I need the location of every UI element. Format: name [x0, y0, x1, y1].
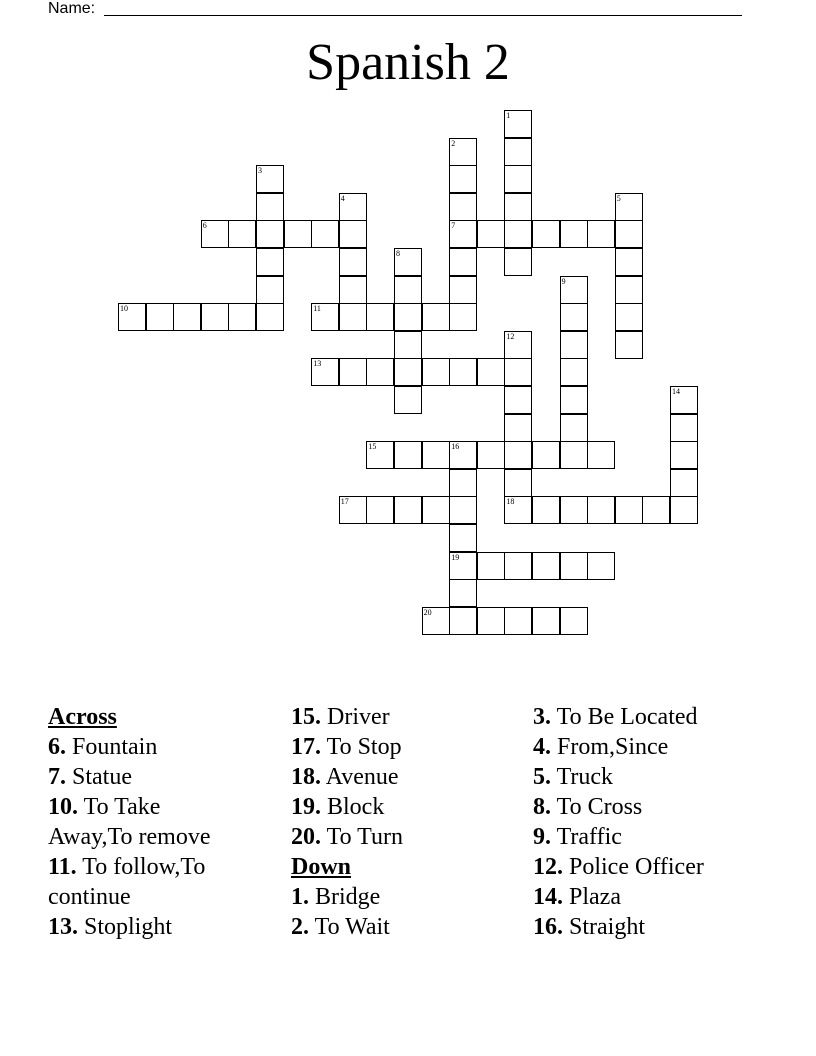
clue-across-10: 10. To Take Away,To remove: [48, 794, 211, 850]
grid-cell[interactable]: [146, 303, 174, 331]
grid-cell[interactable]: [477, 552, 505, 580]
grid-cell[interactable]: [449, 248, 477, 276]
clue-number: 7: [451, 221, 456, 231]
grid-cell[interactable]: [449, 579, 477, 607]
grid-cell[interactable]: [504, 193, 532, 221]
grid-cell[interactable]: [504, 469, 532, 497]
clue-across-17: 17. To Stop: [291, 734, 402, 760]
grid-cell[interactable]: [449, 524, 477, 552]
grid-cell[interactable]: [366, 358, 394, 386]
grid-cell[interactable]: [560, 303, 588, 331]
grid-cell[interactable]: [449, 220, 477, 248]
grid-cell[interactable]: [504, 552, 532, 580]
grid-cell[interactable]: [449, 138, 477, 166]
grid-cell[interactable]: [394, 331, 422, 359]
grid-cell[interactable]: [201, 303, 229, 331]
grid-cell[interactable]: [422, 607, 450, 635]
grid-cell[interactable]: [449, 303, 477, 331]
grid-cell[interactable]: [173, 303, 201, 331]
clue-down-14: 14. Plaza: [533, 884, 621, 910]
clue-number: 6: [202, 221, 207, 231]
clue-number: 14: [672, 387, 680, 396]
grid-cell[interactable]: [339, 303, 367, 331]
grid-cell[interactable]: [449, 469, 477, 497]
grid-cell[interactable]: [504, 138, 532, 166]
grid-cell[interactable]: [504, 165, 532, 193]
grid-cell[interactable]: [560, 496, 588, 524]
grid-cell[interactable]: [560, 331, 588, 359]
page-title: Spanish 2: [306, 34, 510, 91]
clue-across-13: 13. Stoplight: [48, 914, 173, 940]
clue-number: 15: [368, 442, 377, 452]
grid-cell[interactable]: [670, 414, 698, 442]
clue-number: 13: [313, 359, 322, 369]
grid-cell[interactable]: [504, 331, 532, 359]
clue-number: 2: [451, 138, 456, 148]
clue-across-19: 19. Block: [291, 794, 385, 820]
grid-cell[interactable]: [449, 276, 477, 304]
clue-number: 4: [340, 193, 345, 203]
grid-cell[interactable]: [394, 303, 422, 331]
grid-cell[interactable]: [504, 414, 532, 442]
grid-cell[interactable]: [670, 441, 698, 469]
grid-cell[interactable]: [532, 496, 560, 524]
clue-across-18: 18. Avenue: [291, 764, 399, 790]
grid-cell[interactable]: [339, 496, 367, 524]
grid-cell[interactable]: [532, 220, 560, 248]
grid-cell[interactable]: [560, 607, 588, 635]
grid-cell[interactable]: [284, 220, 312, 248]
grid-cell[interactable]: [339, 220, 367, 248]
grid-cell[interactable]: [504, 441, 532, 469]
clue-column-1: [48, 702, 248, 942]
clue-across-11: 11. To follow,To continue: [48, 854, 206, 910]
clue-number: 12: [506, 331, 515, 341]
grid-cell[interactable]: [477, 607, 505, 635]
clue-down-9: 9. Traffic: [533, 824, 622, 850]
clue-across-15: 15. Driver: [291, 704, 390, 730]
grid-cell[interactable]: [394, 386, 422, 414]
grid-cell[interactable]: [504, 496, 532, 524]
grid-cell[interactable]: [201, 220, 229, 248]
grid-cell[interactable]: [118, 303, 146, 331]
clue-number: 10: [120, 304, 128, 314]
clue-number: 9: [561, 276, 566, 286]
down-heading: Down: [291, 854, 352, 880]
grid-cell[interactable]: [394, 248, 422, 276]
grid-cell[interactable]: [394, 276, 422, 304]
grid-cell[interactable]: [560, 220, 588, 248]
grid-cell[interactable]: [311, 303, 339, 331]
grid-cell[interactable]: [339, 193, 367, 221]
name-label: Name:: [48, 0, 96, 17]
grid-cell[interactable]: [311, 220, 339, 248]
grid-cell[interactable]: [560, 358, 588, 386]
clue-down-2: 2. To Wait: [291, 914, 390, 940]
grid-cell[interactable]: [670, 469, 698, 497]
clue-down-12: 12. Police Officer: [533, 854, 704, 880]
grid-cell[interactable]: [642, 496, 670, 524]
grid-cell[interactable]: [422, 496, 450, 524]
grid-cell[interactable]: [449, 441, 477, 469]
clue-number: 3: [258, 166, 262, 176]
grid-cell[interactable]: [449, 165, 477, 193]
clue-across-20: 20. To Turn: [291, 824, 403, 850]
clue-across-6: 6. Fountain: [48, 734, 158, 760]
grid-cell[interactable]: [504, 607, 532, 635]
grid-cell[interactable]: [615, 303, 643, 331]
grid-cell[interactable]: [366, 303, 394, 331]
clue-down-5: 5. Truck: [533, 764, 614, 790]
clue-number: 19: [451, 552, 460, 562]
grid-cell[interactable]: [449, 358, 477, 386]
grid-cell[interactable]: [504, 110, 532, 138]
clue-number: 11: [313, 304, 321, 314]
grid-cell[interactable]: [422, 303, 450, 331]
grid-cell[interactable]: [504, 220, 532, 248]
across-heading: Across: [48, 704, 117, 730]
clue-down-3: 3. To Be Located: [533, 704, 698, 730]
clue-down-16: 16. Straight: [533, 914, 645, 940]
grid-cell[interactable]: [615, 331, 643, 359]
grid-cell[interactable]: [615, 193, 643, 221]
clue-down-1: 1. Bridge: [291, 884, 381, 910]
grid-cell[interactable]: [477, 358, 505, 386]
grid-cell[interactable]: [311, 358, 339, 386]
clue-column-3: [533, 702, 704, 942]
grid-cell[interactable]: [504, 386, 532, 414]
clue-number: 18: [506, 497, 515, 507]
grid-cell[interactable]: [394, 496, 422, 524]
grid-cell[interactable]: [256, 276, 284, 304]
clue-down-8: 8. To Cross: [533, 794, 643, 820]
grid-cell[interactable]: [477, 220, 505, 248]
grid-cell[interactable]: [339, 358, 367, 386]
grid-cell[interactable]: [339, 248, 367, 276]
grid-cell[interactable]: [366, 441, 394, 469]
clue-across-7: 7. Statue: [48, 764, 132, 790]
clue-column-2: [291, 702, 403, 942]
grid-cell[interactable]: [256, 248, 284, 276]
grid-cell[interactable]: [504, 358, 532, 386]
grid-cell[interactable]: [615, 220, 643, 248]
grid-cell[interactable]: [256, 193, 284, 221]
grid-cell[interactable]: [504, 248, 532, 276]
clue-number: 17: [340, 497, 349, 507]
grid-cell[interactable]: [560, 441, 588, 469]
grid-cell[interactable]: [560, 414, 588, 442]
clue-down-4: 4. From,Since: [533, 734, 669, 760]
clue-number: 5: [616, 193, 621, 203]
grid-cell[interactable]: [587, 441, 615, 469]
grid-cell[interactable]: [532, 441, 560, 469]
clue-number: 1: [506, 111, 511, 120]
grid-cell[interactable]: [228, 220, 256, 248]
grid-cell[interactable]: [560, 276, 588, 304]
clue-number: 16: [451, 442, 460, 452]
grid-cell[interactable]: [422, 358, 450, 386]
grid-cell[interactable]: [394, 358, 422, 386]
grid-cell[interactable]: [394, 441, 422, 469]
clue-number: 20: [423, 607, 432, 617]
grid-cell[interactable]: [339, 276, 367, 304]
grid-cell[interactable]: [670, 496, 698, 524]
grid-cell[interactable]: [477, 441, 505, 469]
grid-cell[interactable]: [256, 303, 284, 331]
grid-cell[interactable]: [615, 496, 643, 524]
grid-cell[interactable]: [587, 220, 615, 248]
grid-cell[interactable]: [449, 552, 477, 580]
grid-cell[interactable]: [560, 552, 588, 580]
grid-cell[interactable]: [587, 496, 615, 524]
grid-cell[interactable]: [449, 607, 477, 635]
grid-cell[interactable]: [615, 248, 643, 276]
grid-cell[interactable]: [532, 552, 560, 580]
grid-cell[interactable]: [615, 276, 643, 304]
grid-cell[interactable]: [587, 552, 615, 580]
clue-number: 8: [396, 249, 400, 258]
grid-cell[interactable]: [228, 303, 256, 331]
grid-cell[interactable]: [560, 386, 588, 414]
grid-cell[interactable]: [366, 496, 394, 524]
grid-cell[interactable]: [449, 496, 477, 524]
grid-cell[interactable]: [256, 165, 284, 193]
grid-cell[interactable]: [422, 441, 450, 469]
grid-cell[interactable]: [449, 193, 477, 221]
grid-cell[interactable]: [670, 386, 698, 414]
grid-cell[interactable]: [256, 220, 284, 248]
grid-cell[interactable]: [532, 607, 560, 635]
